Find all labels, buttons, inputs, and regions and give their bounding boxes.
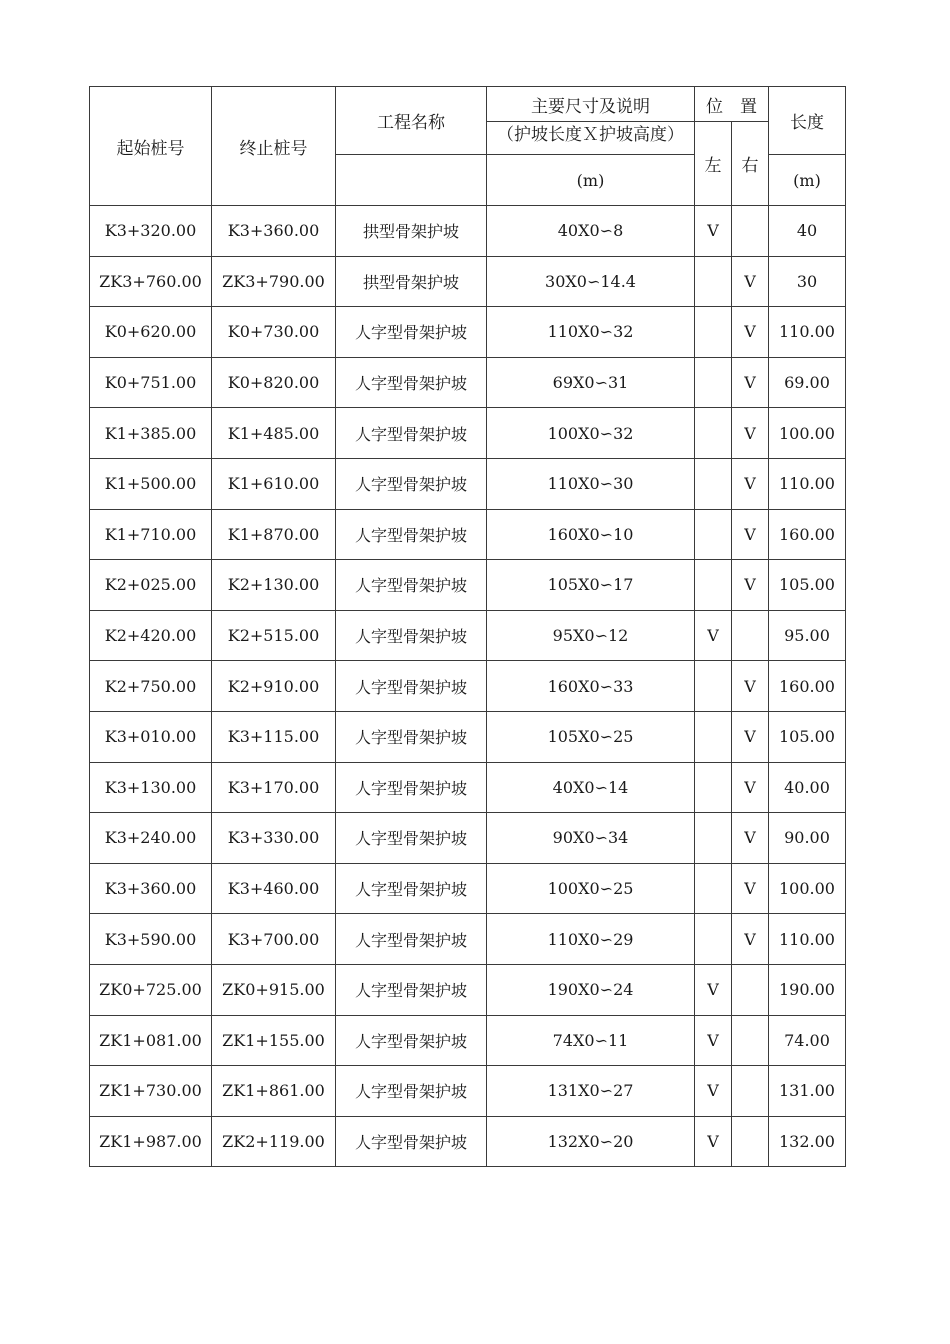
cell-length: 40	[769, 206, 846, 257]
table-row	[90, 762, 846, 813]
cell-end-station: K2+130.00	[212, 560, 336, 611]
table-row	[90, 1116, 846, 1167]
cell-right-mark: V	[732, 661, 769, 712]
table-row	[90, 863, 846, 914]
cell-end-station: ZK2+119.00	[212, 1116, 336, 1167]
cell-end-station: K0+730.00	[212, 307, 336, 358]
cell-dimensions: 100X0∽25	[487, 863, 695, 914]
cell-dimensions: 131X0∽27	[487, 1066, 695, 1117]
cell-dimensions: 110X0∽30	[487, 458, 695, 509]
cell-length: 90.00	[769, 813, 846, 864]
cell-length: 105.00	[769, 560, 846, 611]
cell-project-name: 人字型骨架护坡	[336, 610, 487, 661]
table-row	[90, 610, 846, 661]
cell-length: 95.00	[769, 610, 846, 661]
cell-left-mark	[695, 661, 732, 712]
cell-project-name: 人字型骨架护坡	[336, 1116, 487, 1167]
cell-dimensions: 95X0∽12	[487, 610, 695, 661]
header-project-name: 工程名称	[336, 87, 487, 155]
cell-right-mark: V	[732, 762, 769, 813]
cell-right-mark	[732, 610, 769, 661]
cell-left-mark	[695, 863, 732, 914]
cell-left-mark	[695, 509, 732, 560]
cell-left-mark: V	[695, 1066, 732, 1117]
cell-project-name: 人字型骨架护坡	[336, 762, 487, 813]
table-row	[90, 256, 846, 307]
cell-project-name: 人字型骨架护坡	[336, 307, 487, 358]
cell-right-mark: V	[732, 256, 769, 307]
cell-project-name: 人字型骨架护坡	[336, 863, 487, 914]
cell-dimensions: 74X0∽11	[487, 1015, 695, 1066]
table-row	[90, 206, 846, 257]
table-row	[90, 307, 846, 358]
cell-left-mark: V	[695, 1116, 732, 1167]
cell-project-name: 人字型骨架护坡	[336, 408, 487, 459]
cell-start-station: K1+385.00	[90, 408, 212, 459]
cell-end-station: ZK1+155.00	[212, 1015, 336, 1066]
cell-start-station: ZK3+760.00	[90, 256, 212, 307]
cell-right-mark: V	[732, 509, 769, 560]
cell-length: 110.00	[769, 458, 846, 509]
header-project-name-blank	[336, 155, 487, 206]
cell-length: 160.00	[769, 661, 846, 712]
cell-end-station: K3+170.00	[212, 762, 336, 813]
cell-dimensions: 30X0∽14.4	[487, 256, 695, 307]
cell-start-station: K3+320.00	[90, 206, 212, 257]
cell-start-station: K3+590.00	[90, 914, 212, 965]
table-row	[90, 813, 846, 864]
table-row	[90, 964, 846, 1015]
cell-length: 100.00	[769, 408, 846, 459]
cell-start-station: K1+710.00	[90, 509, 212, 560]
cell-length: 105.00	[769, 711, 846, 762]
cell-start-station: ZK0+725.00	[90, 964, 212, 1015]
cell-end-station: K3+700.00	[212, 914, 336, 965]
cell-right-mark: V	[732, 914, 769, 965]
cell-right-mark: V	[732, 813, 769, 864]
cell-project-name: 拱型骨架护坡	[336, 256, 487, 307]
cell-project-name: 人字型骨架护坡	[336, 509, 487, 560]
cell-start-station: K1+500.00	[90, 458, 212, 509]
cell-right-mark	[732, 206, 769, 257]
cell-end-station: K2+910.00	[212, 661, 336, 712]
cell-start-station: ZK1+987.00	[90, 1116, 212, 1167]
cell-start-station: K2+750.00	[90, 661, 212, 712]
cell-start-station: K2+420.00	[90, 610, 212, 661]
cell-dimensions: 110X0∽29	[487, 914, 695, 965]
cell-dimensions: 132X0∽20	[487, 1116, 695, 1167]
cell-length: 132.00	[769, 1116, 846, 1167]
cell-right-mark: V	[732, 863, 769, 914]
cell-right-mark	[732, 1066, 769, 1117]
cell-left-mark	[695, 711, 732, 762]
table-row	[90, 711, 846, 762]
header-length-unit: (m)	[769, 155, 846, 206]
cell-length: 190.00	[769, 964, 846, 1015]
cell-project-name: 人字型骨架护坡	[336, 1066, 487, 1117]
cell-start-station: K3+240.00	[90, 813, 212, 864]
cell-end-station: ZK1+861.00	[212, 1066, 336, 1117]
header-main-dimensions: 主要尺寸及说明	[487, 87, 695, 122]
cell-left-mark	[695, 408, 732, 459]
cell-right-mark	[732, 1116, 769, 1167]
cell-left-mark	[695, 357, 732, 408]
cell-right-mark: V	[732, 711, 769, 762]
cell-right-mark: V	[732, 357, 769, 408]
cell-end-station: ZK0+915.00	[212, 964, 336, 1015]
cell-dimensions: 160X0∽33	[487, 661, 695, 712]
cell-dimensions: 40X0∽14	[487, 762, 695, 813]
cell-start-station: K2+025.00	[90, 560, 212, 611]
cell-left-mark	[695, 762, 732, 813]
cell-left-mark	[695, 307, 732, 358]
cell-dimensions: 100X0∽32	[487, 408, 695, 459]
cell-start-station: ZK1+730.00	[90, 1066, 212, 1117]
table-row	[90, 509, 846, 560]
cell-project-name: 人字型骨架护坡	[336, 964, 487, 1015]
cell-project-name: 人字型骨架护坡	[336, 1015, 487, 1066]
cell-right-mark	[732, 964, 769, 1015]
cell-dimensions: 110X0∽32	[487, 307, 695, 358]
table-row	[90, 1015, 846, 1066]
cell-length: 74.00	[769, 1015, 846, 1066]
cell-right-mark: V	[732, 458, 769, 509]
header-right: 右	[732, 122, 769, 206]
cell-length: 40.00	[769, 762, 846, 813]
cell-start-station: K3+360.00	[90, 863, 212, 914]
cell-length: 110.00	[769, 307, 846, 358]
cell-length: 100.00	[769, 863, 846, 914]
cell-dimensions: 105X0∽17	[487, 560, 695, 611]
table-row	[90, 914, 846, 965]
cell-length: 30	[769, 256, 846, 307]
cell-end-station: ZK3+790.00	[212, 256, 336, 307]
cell-start-station: K0+751.00	[90, 357, 212, 408]
table-row	[90, 661, 846, 712]
cell-project-name: 人字型骨架护坡	[336, 458, 487, 509]
header-position: 位 置	[695, 87, 769, 122]
cell-length: 110.00	[769, 914, 846, 965]
cell-end-station: K1+870.00	[212, 509, 336, 560]
cell-end-station: K1+610.00	[212, 458, 336, 509]
cell-left-mark: V	[695, 610, 732, 661]
cell-left-mark	[695, 914, 732, 965]
cell-right-mark: V	[732, 560, 769, 611]
cell-project-name: 拱型骨架护坡	[336, 206, 487, 257]
cell-dimensions: 160X0∽10	[487, 509, 695, 560]
cell-project-name: 人字型骨架护坡	[336, 914, 487, 965]
cell-start-station: K0+620.00	[90, 307, 212, 358]
cell-end-station: K3+360.00	[212, 206, 336, 257]
cell-end-station: K3+330.00	[212, 813, 336, 864]
cell-end-station: K3+115.00	[212, 711, 336, 762]
cell-dimensions: 90X0∽34	[487, 813, 695, 864]
header-dimension-unit: (m)	[487, 155, 695, 206]
cell-dimensions: 105X0∽25	[487, 711, 695, 762]
cell-length: 160.00	[769, 509, 846, 560]
cell-left-mark	[695, 560, 732, 611]
cell-dimensions: 69X0∽31	[487, 357, 695, 408]
table-row	[90, 408, 846, 459]
cell-end-station: K2+515.00	[212, 610, 336, 661]
cell-left-mark	[695, 813, 732, 864]
table-row	[90, 1066, 846, 1117]
cell-project-name: 人字型骨架护坡	[336, 813, 487, 864]
table-row	[90, 357, 846, 408]
cell-length: 131.00	[769, 1066, 846, 1117]
cell-dimensions: 190X0∽24	[487, 964, 695, 1015]
header-start-station: 起始桩号	[90, 87, 212, 206]
table-row	[90, 458, 846, 509]
cell-project-name: 人字型骨架护坡	[336, 357, 487, 408]
header-left: 左	[695, 122, 732, 206]
header-dimension-note	[487, 122, 695, 155]
cell-start-station: ZK1+081.00	[90, 1015, 212, 1066]
table-row	[90, 560, 846, 611]
cell-length: 69.00	[769, 357, 846, 408]
cell-end-station: K1+485.00	[212, 408, 336, 459]
cell-right-mark: V	[732, 307, 769, 358]
cell-left-mark	[695, 458, 732, 509]
dimension-note-text: （护坡长度Ｘ护坡高度）	[497, 125, 684, 145]
header-end-station: 终止桩号	[212, 87, 336, 206]
cell-right-mark: V	[732, 408, 769, 459]
cell-left-mark: V	[695, 964, 732, 1015]
cell-end-station: K0+820.00	[212, 357, 336, 408]
slope-protection-table	[89, 86, 846, 1167]
cell-start-station: K3+010.00	[90, 711, 212, 762]
cell-left-mark: V	[695, 206, 732, 257]
cell-right-mark	[732, 1015, 769, 1066]
cell-start-station: K3+130.00	[90, 762, 212, 813]
cell-project-name: 人字型骨架护坡	[336, 711, 487, 762]
cell-dimensions: 40X0∽8	[487, 206, 695, 257]
cell-left-mark: V	[695, 1015, 732, 1066]
cell-project-name: 人字型骨架护坡	[336, 661, 487, 712]
header-length: 长度	[769, 87, 846, 155]
cell-project-name: 人字型骨架护坡	[336, 560, 487, 611]
cell-end-station: K3+460.00	[212, 863, 336, 914]
cell-left-mark	[695, 256, 732, 307]
